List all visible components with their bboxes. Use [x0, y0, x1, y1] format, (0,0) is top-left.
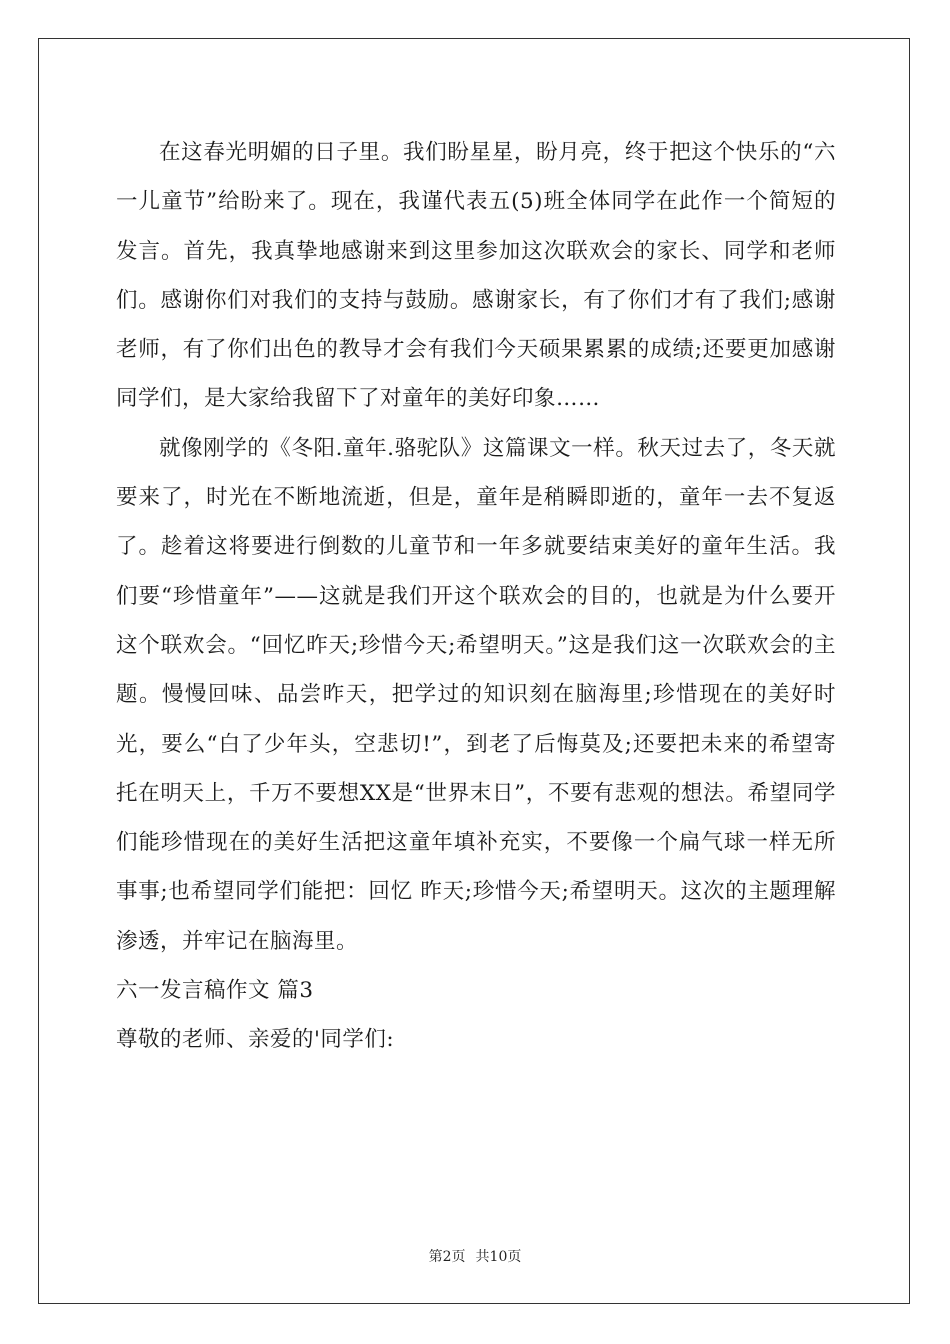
paragraph-opening: 在这春光明媚的日子里。我们盼星星，盼月亮，终于把这个快乐的“六一儿童节”给盼来了。现在，我谨代表五(5)班全体同学在此作一个简短的发言。首先，我真挚地感谢来到这里参加这次联欢会的家长、同学和老师们。感谢你们对我们的支持与鼓励。感谢家长，有了你们才有了我们;感谢老师，有了你们出色的教导才会有我们今天硕果累累的成绩;还要更加感谢同学们，是大家给我留下了对童年的美好印象…… — [116, 140, 836, 412]
salutation: 尊敬的老师、亲爱的'同学们: — [116, 1027, 395, 1053]
page-total: 共10页 — [475, 1249, 522, 1265]
section-heading: 六一发言稿作文 篇3 — [116, 978, 314, 1004]
document-body — [116, 128, 836, 1065]
page-footer — [0, 1246, 950, 1266]
paragraph-childhood: 就像刚学的《冬阳.童年.骆驼队》这篇课文一样。秋天过去了，冬天就要来了，时光在不断地流逝，但是，童年是稍瞬即逝的，童年一去不复返了。趁着这将要进行倒数的儿童节和一年多就要结束美好的童年生活。我们要“珍惜童年”——这就是我们开这个联欢会的目的，也就是为什么要开这个联欢会。“回忆昨天;珍惜今天;希望明天。”这是我们这一次联欢会的主题。慢慢回味、品尝昨天，把学过的知识刻在脑海里;珍惜现在的美好时光，要么“白了少年头，空悲切!”，到老了后悔莫及;还要把未来的希望寄托在明天上，千万不要想XX是“世界末日”，不要有悲观的想法。希望同学们能珍惜现在的美好生活把这童年填补充实，不要像一个扁气球一样无所事事;也希望同学们能把：回忆 昨天;珍惜今天;希望明天。这次的主题理解渗透，并牢记在脑海里。 — [116, 435, 836, 954]
page-number: 第2页 — [428, 1249, 466, 1265]
